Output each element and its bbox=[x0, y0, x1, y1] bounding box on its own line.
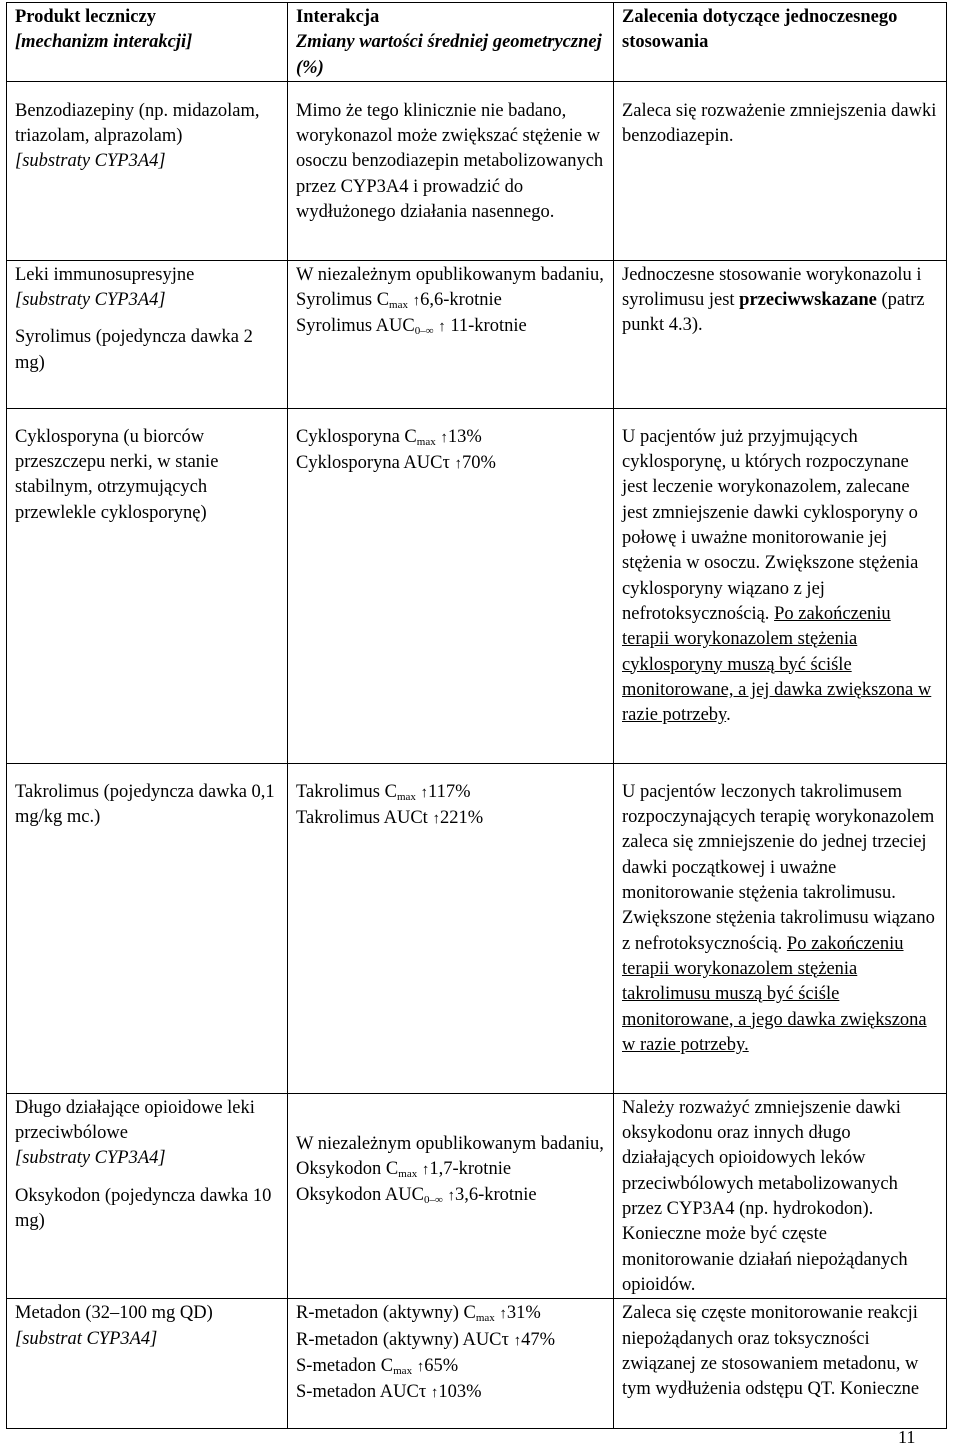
benzo-interaction: Mimo że tego klinicznie nie badano, worykonazol może zwiększać stężenie w osoczu benzodiazepin metabolizowanych przez CYP3A4 i prowadzić do wydłużonego działania nasennego. bbox=[296, 100, 604, 223]
cell-tacro-interaction bbox=[288, 763, 614, 1093]
methadone-name: Metadon (32–100 mg QD) bbox=[15, 1303, 213, 1324]
header-recommendation: Zalecenia dotyczące jednoczesnego stosowania bbox=[622, 7, 898, 53]
benzo-name: Benzodiazepiny (np. midazolam, triazolam, alprazolam) bbox=[15, 100, 260, 147]
cell-cyclo-product bbox=[7, 408, 288, 763]
cell-methadone-product bbox=[7, 1299, 288, 1429]
up-arrow-icon: ↑ bbox=[421, 1162, 430, 1179]
interaction-table bbox=[6, 2, 947, 1429]
tacrolimus-auc: Takrolimus AUCt ↑221% bbox=[296, 808, 484, 829]
benzo-recommendation: Zaleca się rozważenie zmniejszenia dawki benzodiazepin. bbox=[622, 100, 937, 147]
benzo-mechanism: [substraty CYP3A4] bbox=[15, 151, 166, 172]
header-mechanism: [mechanizm interakcji] bbox=[15, 32, 193, 53]
up-arrow-icon: ↑ bbox=[440, 429, 448, 446]
cell-sirolimus-recommendation bbox=[614, 260, 947, 408]
opioid-mechanism: [substraty CYP3A4] bbox=[15, 1148, 166, 1169]
oxycodone-name: Oksykodon (pojedyncza dawka 10 mg) bbox=[15, 1185, 272, 1232]
up-arrow-icon: ↑ bbox=[420, 784, 429, 801]
r-methadone-cmax: R-metadon (aktywny) $C_{max}$ ↑31% bbox=[296, 1303, 541, 1325]
oxycodone-intro: W niezależnym opublikowanym badaniu, bbox=[296, 1133, 604, 1154]
up-arrow-icon: ↑ bbox=[513, 1332, 522, 1349]
immuno-mechanism: [substraty CYP3A4] bbox=[15, 290, 166, 311]
page-number: 11 bbox=[898, 1427, 916, 1447]
sirolimus-auc: Syrolimus $AUC_{0-\infty}$ ↑ 11-krotnie bbox=[296, 316, 527, 338]
cyclosporine-cmax: Cyklosporyna $C_{max}$ ↑13% bbox=[296, 426, 482, 448]
up-arrow-icon: ↑ bbox=[412, 293, 421, 310]
tacrolimus-cmax: Takrolimus $C_{max}$ ↑117% bbox=[296, 781, 471, 803]
oxycodone-auc: Oksykodon $AUC_{0-\infty}$ ↑3,6-krotnie bbox=[296, 1185, 537, 1207]
table-row bbox=[7, 408, 947, 763]
table-row bbox=[7, 1093, 947, 1298]
up-arrow-icon: ↑ bbox=[430, 1385, 439, 1402]
header-product: Produkt leczniczy bbox=[15, 7, 156, 27]
tacrolimus-name: Takrolimus (pojedyncza dawka 0,1 mg/kg mc.) bbox=[15, 781, 275, 828]
table-row bbox=[7, 260, 947, 408]
cell-benzo-interaction bbox=[288, 81, 614, 260]
tacrolimus-recommendation: U pacjentów leczonych takrolimusem rozpoczynających terapię worykonazolem zaleca się zmniejszenie do jednej trzeciej dawki początkowej i uważne monitorowanie stężenia takrolimusu. Zwiększone stężenia takrolimusu wiązano z nefrotoksycznością. Po zakończeniu terapii worykonazolem stężenia takrolimusu muszą być ściśle monitorowane, a jego dawka zwiększona w razie potrzeby. bbox=[622, 781, 935, 1055]
up-arrow-icon: ↑ bbox=[416, 1358, 425, 1375]
methadone-mechanism: [substrat CYP3A4] bbox=[15, 1328, 158, 1349]
cyclosporine-recommendation: U pacjentów już przyjmujących cyklosporynę, u których rozpoczynane jest leczenie worykonazolem, zalecane jest zmniejszenie dawki cyklosporyny o połowę i uważne monitorowanie jej stężenia w osoczu. Zwiększone stężenia cyklosporyny wiązano z jej nefrotoksycznością. Po zakończeniu terapii worykonazolem stężenia cyklosporyny muszą być ściśle monitorowane, a jej dawka zwiększona w razie potrzeby. bbox=[622, 426, 932, 726]
cell-benzo-product bbox=[7, 81, 288, 260]
oxycodone-cmax: Oksykodon $C_{max}$ ↑1,7-krotnie bbox=[296, 1159, 512, 1181]
table-row bbox=[7, 763, 947, 1093]
cell-oxycodone-recommendation bbox=[614, 1093, 947, 1298]
s-methadone-auc: S-metadon AUCτ ↑103% bbox=[296, 1382, 482, 1403]
up-arrow-icon: ↑ bbox=[454, 456, 463, 473]
header-cell-product bbox=[7, 3, 288, 82]
cell-methadone-recommendation bbox=[614, 1299, 947, 1429]
methadone-recommendation: Zaleca się częste monitorowanie reakcji niepożądanych oraz toksyczności związanej ze stosowaniem metadonu, w tym wydłużenia odstępu QT. Konieczne bbox=[622, 1303, 920, 1400]
sirolimus-name: Syrolimus (pojedyncza dawka 2 mg) bbox=[15, 327, 253, 373]
cell-methadone-interaction bbox=[288, 1299, 614, 1429]
s-methadone-cmax: S-metadon $C_{max}$ ↑65% bbox=[296, 1355, 459, 1377]
cell-cyclo-recommendation bbox=[614, 408, 947, 763]
r-methadone-auc: R-metadon (aktywny) AUCτ ↑47% bbox=[296, 1329, 556, 1350]
up-arrow-icon: ↑ bbox=[438, 319, 446, 336]
cell-tacro-product bbox=[7, 763, 288, 1093]
up-arrow-icon: ↑ bbox=[432, 811, 440, 828]
immuno-name: Leki immunosupresyjne bbox=[15, 264, 195, 285]
table-row bbox=[7, 1299, 947, 1429]
up-arrow-icon: ↑ bbox=[499, 1306, 507, 1323]
sirolimus-recommendation: Jednoczesne stosowanie worykonazolu i syrolimusu jest przeciwwskazane (patrz punkt 4.3). bbox=[622, 264, 925, 336]
table-header-row bbox=[7, 3, 947, 82]
sirolimus-intro: W niezależnym opublikowanym badaniu, bbox=[296, 264, 604, 285]
opioid-name: Długo działające opioidowe leki przeciwbólowe bbox=[15, 1097, 255, 1144]
cell-tacro-recommendation bbox=[614, 763, 947, 1093]
sirolimus-cmax: Syrolimus $C_{max}$ ↑6,6-krotnie bbox=[296, 290, 502, 312]
header-cell-recommendation bbox=[614, 3, 947, 82]
header-cell-interaction bbox=[288, 3, 614, 82]
cyclosporine-auc: Cyklosporyna AUCτ ↑70% bbox=[296, 453, 496, 474]
table-row bbox=[7, 81, 947, 260]
cell-opioid-product bbox=[7, 1093, 288, 1298]
cell-oxycodone-interaction bbox=[288, 1093, 614, 1298]
cell-sirolimus-interaction bbox=[288, 260, 614, 408]
header-geomean: Zmiany wartości średniej geometrycznej (%) bbox=[296, 32, 602, 78]
cell-immuno-product bbox=[7, 260, 288, 408]
cell-cyclo-interaction bbox=[288, 408, 614, 763]
cell-benzo-recommendation bbox=[614, 81, 947, 260]
cyclosporine-name: Cyklosporyna (u biorców przeszczepu nerki, w stanie stabilnym, otrzymujących przewlekle cyklosporynę) bbox=[15, 426, 219, 523]
oxycodone-recommendation: Należy rozważyć zmniejszenie dawki oksykodonu oraz innych długo działających opioidowych leków przeciwbólowych metabolizowanych przez CYP3A4 (np. hydrokodon). Konieczne może być częste monitorowanie działań niepożądanych opioidów. bbox=[622, 1097, 908, 1295]
header-interaction: Interakcja bbox=[296, 7, 380, 27]
up-arrow-icon: ↑ bbox=[447, 1188, 455, 1205]
